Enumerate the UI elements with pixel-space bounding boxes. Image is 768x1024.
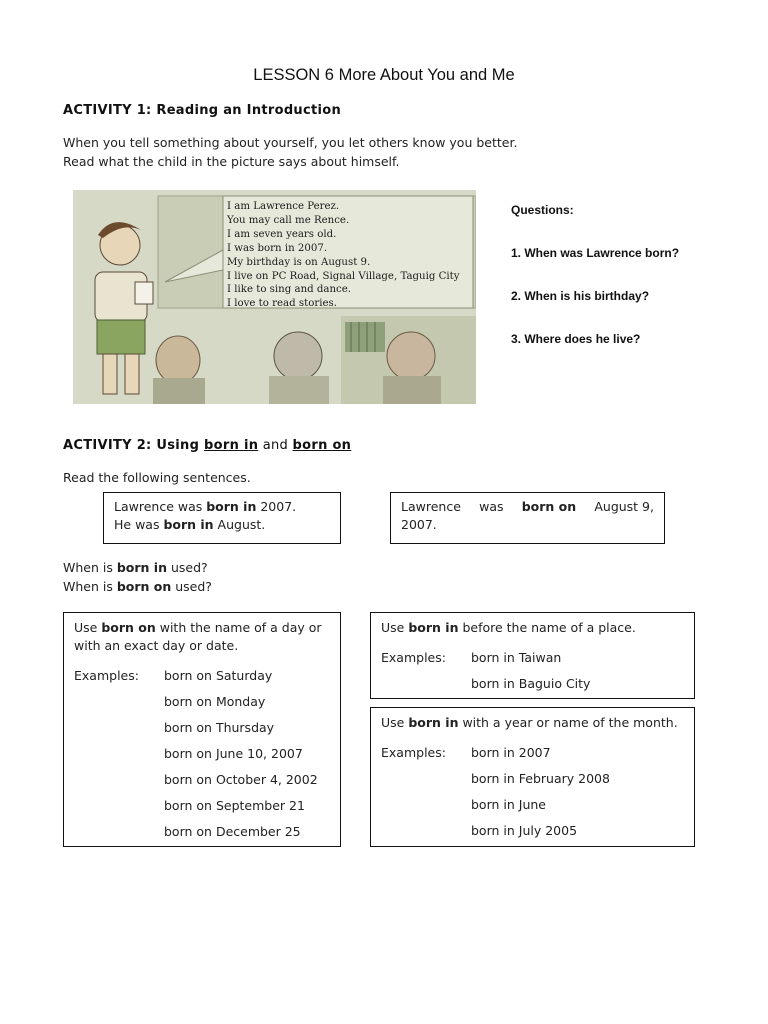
speech-bubble-text [227, 200, 460, 311]
example: born in 2007 [471, 745, 551, 760]
example: born in June [471, 797, 546, 812]
intro-line-2: Read what the child in the picture says about himself. [63, 154, 400, 169]
speech-line: My birthday is on August 9. [227, 256, 371, 268]
speech-line: I love to read stories. [227, 298, 337, 310]
usage-question-1: When is born in used? [63, 560, 208, 575]
list-item [381, 649, 684, 675]
list-item [74, 667, 330, 693]
list-item [74, 693, 330, 719]
sentence-line-2: 2007. [401, 517, 437, 532]
list-item [381, 675, 684, 701]
speech-line: I am seven years old. [227, 228, 337, 240]
heading-and: and [258, 438, 293, 453]
example: born on Thursday [164, 720, 275, 735]
rule-text-line-2: with an exact day or date. [74, 638, 239, 653]
speech-line: I live on PC Road, Signal Village, Taguig City [227, 270, 460, 282]
activity-1-intro [63, 133, 517, 171]
examples-list [74, 667, 330, 849]
example: born in Baguio City [471, 676, 591, 691]
examples-label: Examples: [381, 650, 446, 665]
list-item [74, 745, 330, 771]
list-item [381, 744, 684, 770]
question-3: 3. Where does he live? [511, 332, 641, 346]
speech-line: I like to sing and dance. [227, 284, 352, 296]
heading-term-born-in: born in [204, 438, 259, 453]
classroom-illustration [73, 190, 476, 404]
speech-line: You may call me Rence. [227, 214, 350, 226]
activity-1-heading: ACTIVITY 1: Reading an Introduction [63, 103, 342, 118]
page-title: LESSON 6 More About You and Me [253, 66, 515, 84]
list-item [381, 796, 684, 822]
usage-questions [63, 558, 212, 596]
rule-box-born-on [63, 612, 341, 847]
example: born on September 21 [164, 798, 305, 813]
speech-line: I am Lawrence Perez. [227, 201, 340, 212]
intro-line-1: When you tell something about yourself, you let others know you better. [63, 135, 518, 150]
heading-prefix: ACTIVITY 2: Using [63, 438, 205, 453]
usage-question-2: When is born on used? [63, 579, 212, 594]
list-item [381, 822, 684, 848]
example: born on June 10, 2007 [164, 746, 303, 761]
example: born on October 4, 2002 [164, 772, 318, 787]
list-item [74, 771, 330, 797]
examples-list [381, 744, 684, 848]
example: born on Saturday [164, 668, 273, 683]
examples-list [381, 649, 684, 701]
sentence-line-1: Lawrence was born in 2007. [114, 499, 297, 514]
activity-2-heading [63, 438, 351, 453]
rule-text: Use born in before the name of a place. [381, 620, 636, 635]
question-2: 2. When is his birthday? [511, 289, 650, 303]
list-item [74, 797, 330, 823]
rule-box-born-in-year [370, 707, 695, 847]
sentence-line-2: He was born in August. [114, 517, 266, 532]
sentence-box-born-in [103, 492, 341, 544]
example: born in Taiwan [471, 650, 562, 665]
list-item [74, 823, 330, 849]
questions-label: Questions: [511, 203, 574, 217]
example: born on December 25 [164, 824, 301, 839]
speech-line: I was born in 2007. [227, 242, 328, 254]
example: born in July 2005 [471, 823, 578, 838]
rule-box-born-in-place [370, 612, 695, 699]
question-1: 1. When was Lawrence born? [511, 246, 680, 260]
activity-2-instruction: Read the following sentences. [63, 470, 251, 485]
examples-label: Examples: [381, 745, 446, 760]
sentence-line-1: Lawrence was born on August 9, [401, 499, 654, 514]
rule-text-line-1: Use born on with the name of a day or [74, 620, 322, 635]
example: born in February 2008 [471, 771, 610, 786]
sentence-box-born-on [390, 492, 665, 544]
heading-term-born-on: born on [292, 438, 352, 453]
example: born on Monday [164, 694, 266, 709]
list-item [74, 719, 330, 745]
rule-text: Use born in with a year or name of the month. [381, 715, 678, 730]
examples-label: Examples: [74, 668, 139, 683]
list-item [381, 770, 684, 796]
